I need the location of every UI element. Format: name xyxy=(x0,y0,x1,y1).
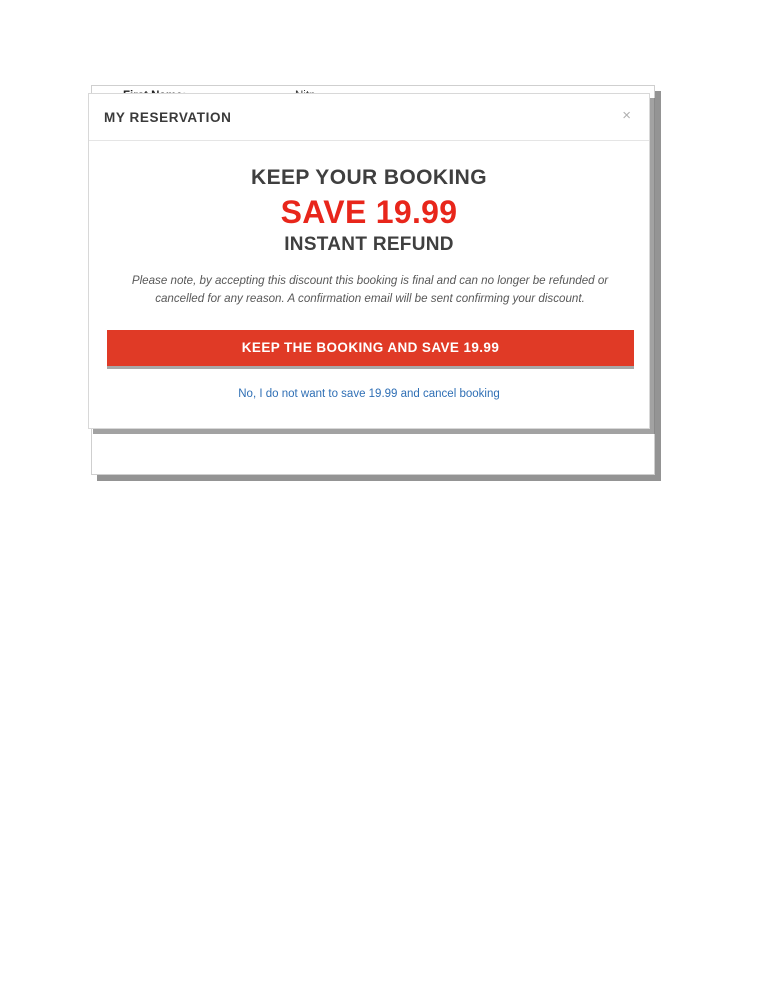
my-reservation-modal xyxy=(88,93,650,429)
save-amount: SAVE 19.99 xyxy=(280,194,458,230)
keep-booking-button[interactable]: KEEP THE BOOKING AND SAVE 19.99 xyxy=(107,330,634,369)
headline: KEEP YOUR BOOKING xyxy=(251,166,487,189)
instant-refund-subhead: INSTANT REFUND xyxy=(284,234,454,255)
modal-body xyxy=(89,141,649,428)
close-icon[interactable]: × xyxy=(618,106,635,125)
modal-title: MY RESERVATION xyxy=(104,110,232,125)
modal-header xyxy=(89,94,649,141)
cancel-booking-link[interactable]: No, I do not want to save 19.99 and cancel booking xyxy=(238,387,500,400)
disclaimer-note: Please note, by accepting this discount this booking is final and can no longer be refunded or cancelled for any reason. A confirmation email will be sent confirming your discount. xyxy=(131,274,609,305)
